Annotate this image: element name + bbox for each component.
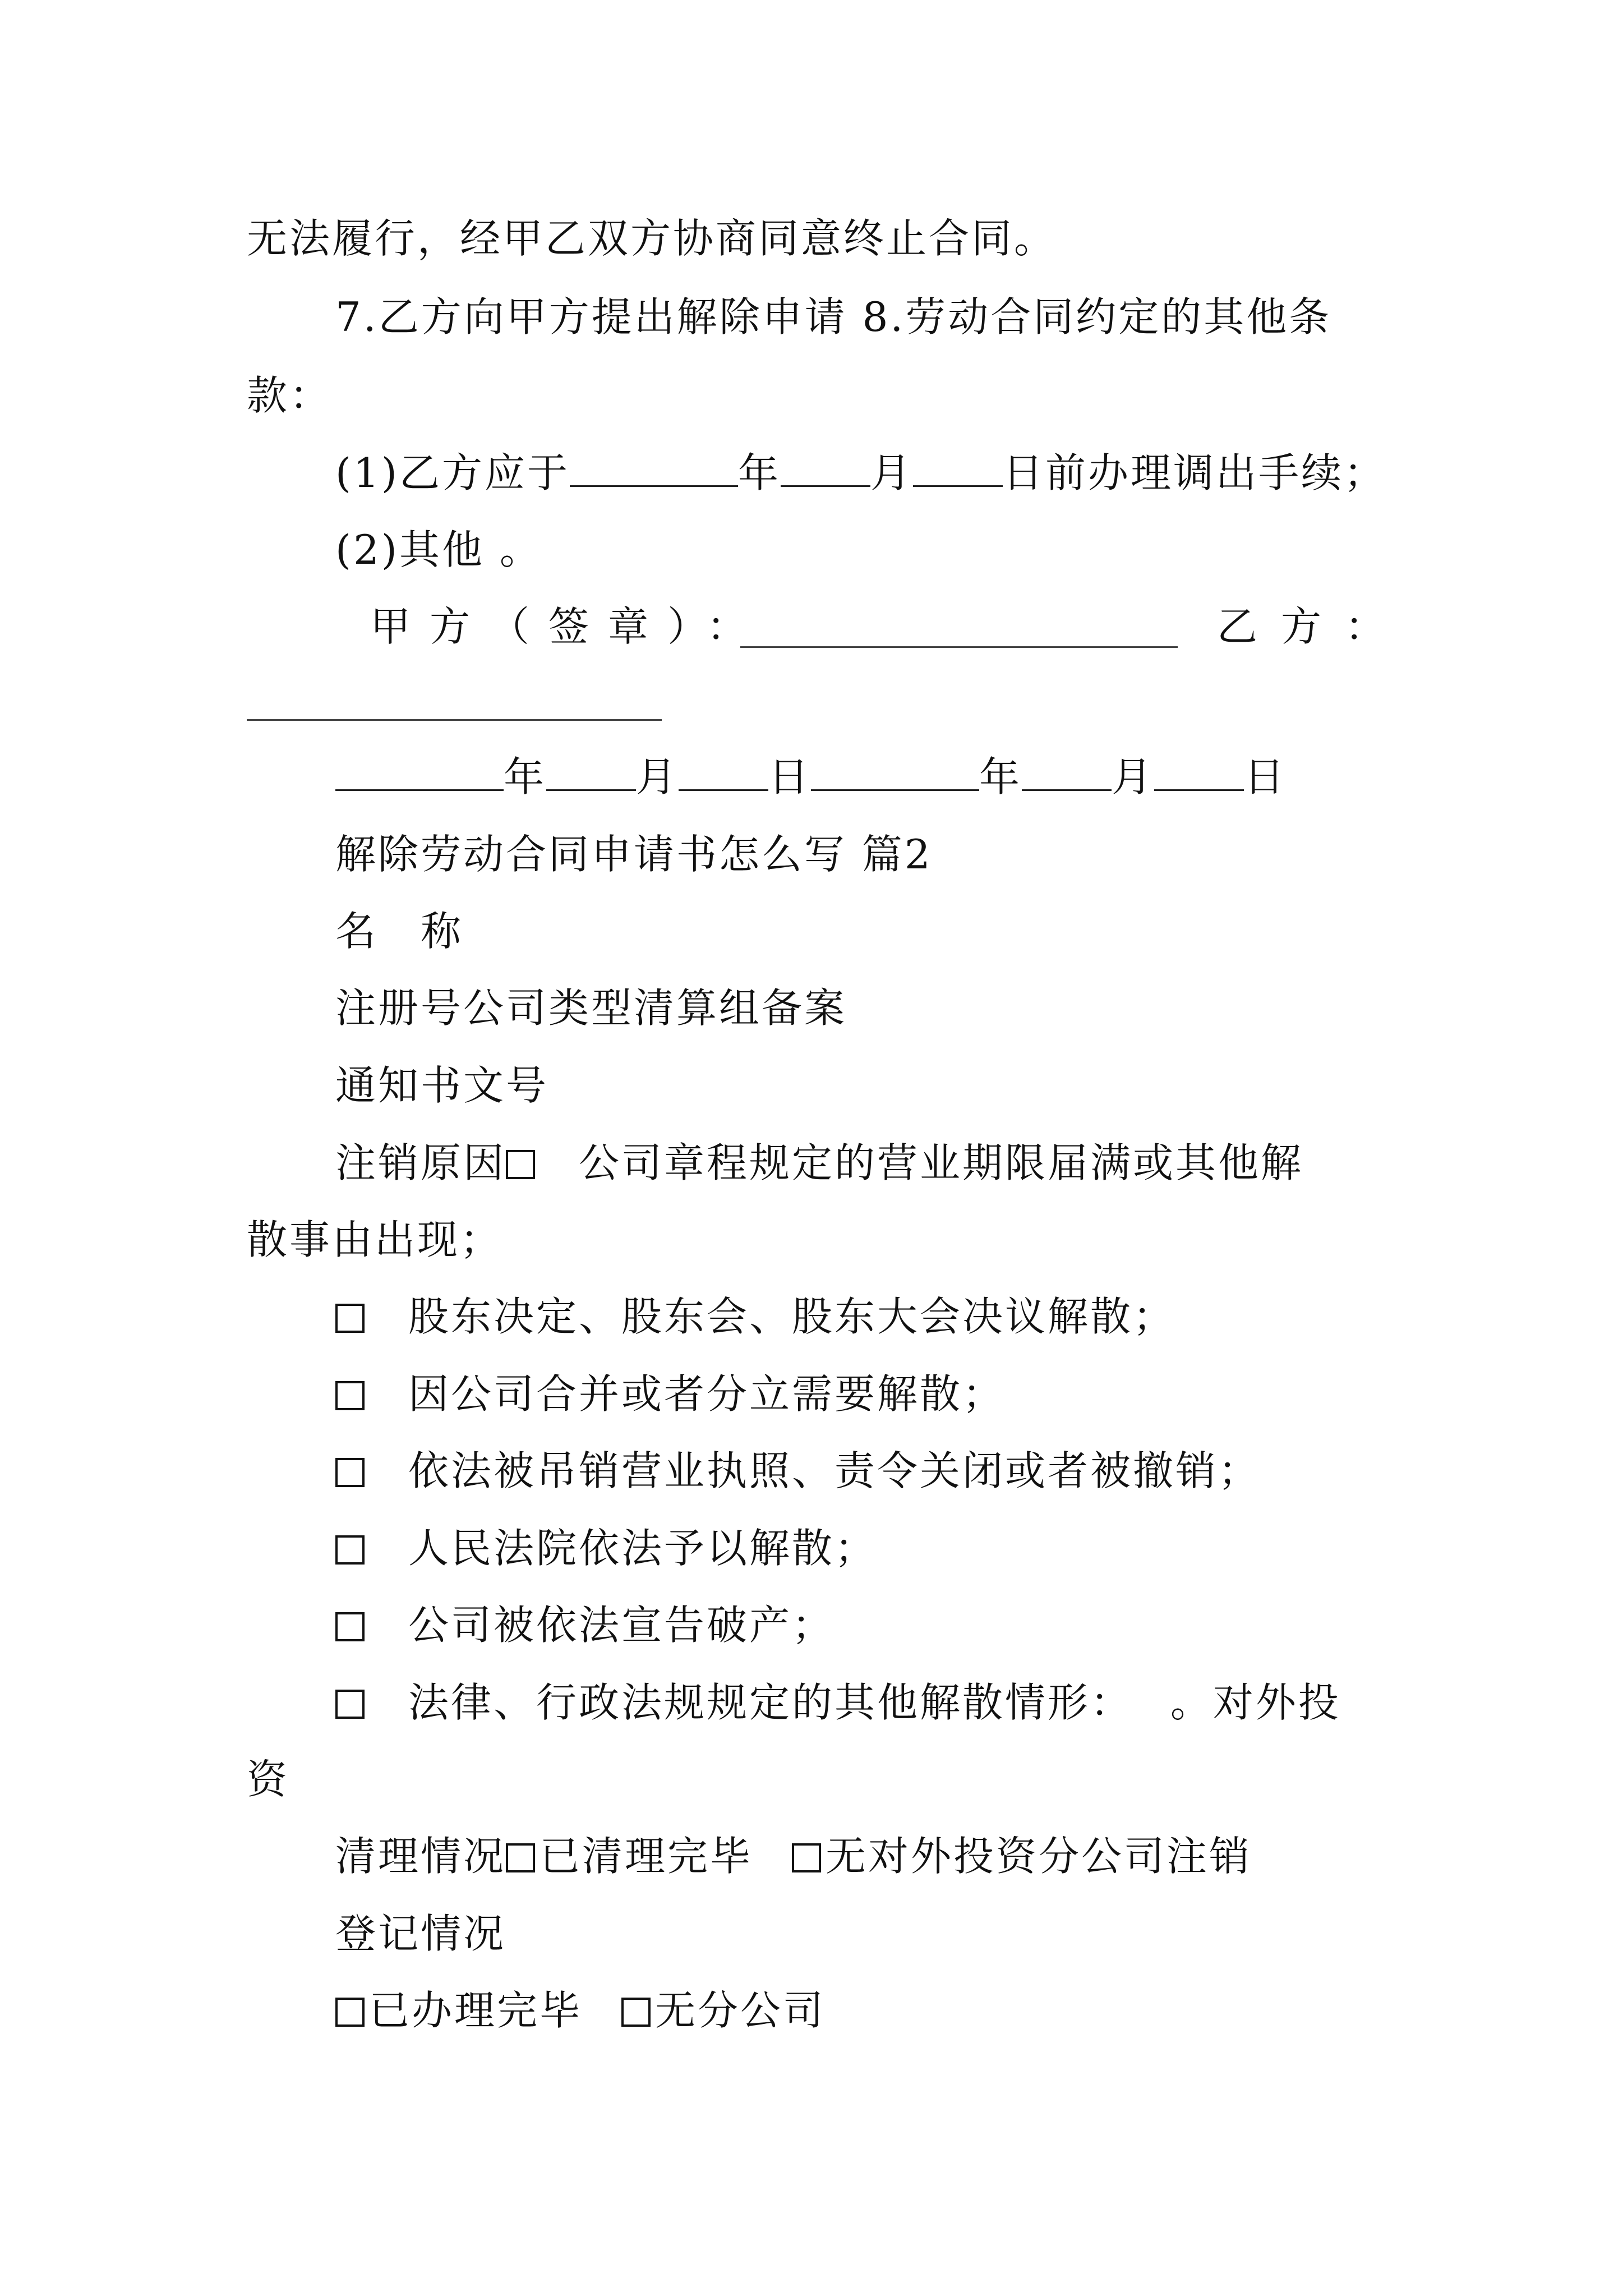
month-label-a: 月 bbox=[636, 753, 679, 800]
option-row-revoked bbox=[335, 1446, 1261, 1496]
year-blank-a bbox=[335, 754, 504, 791]
option-row-other bbox=[335, 1677, 1341, 1728]
text-line-4 bbox=[335, 448, 1386, 498]
day-blank-b bbox=[1154, 754, 1244, 791]
option-license-revoked: 依法被吊销营业执照、责令关闭或者被撤销； bbox=[408, 1447, 1261, 1494]
text-line-3: 款： bbox=[247, 372, 333, 419]
option-shareholder-resolution: 股东决定、股东会、股东大会决议解散； bbox=[408, 1293, 1176, 1340]
option-row-merger bbox=[335, 1369, 1005, 1419]
option-no-branch: 无分公司 bbox=[655, 1987, 826, 2034]
field-branch-status bbox=[335, 1985, 826, 2036]
year-blank-b bbox=[811, 754, 979, 791]
field-investment-clearance bbox=[335, 1831, 1252, 1881]
checkbox-license-revoked[interactable] bbox=[335, 1458, 365, 1487]
party-b-signature-label: 乙方： bbox=[1217, 603, 1409, 650]
text-line-14: 散事由出现； bbox=[247, 1216, 503, 1263]
checkbox-term-expired[interactable] bbox=[506, 1150, 535, 1179]
year-label: 年 bbox=[738, 449, 781, 496]
day-label-a: 日 bbox=[768, 753, 811, 800]
option-branch-completed: 已办理完毕 bbox=[369, 1987, 583, 2034]
option-bankruptcy: 公司被依法宣告破产； bbox=[408, 1602, 835, 1649]
day-label-b: 日 bbox=[1244, 753, 1287, 800]
checkbox-no-branch[interactable] bbox=[621, 1998, 651, 2027]
text-line-21: 资 bbox=[247, 1756, 290, 1803]
party-b-signature-line bbox=[247, 719, 662, 721]
checkbox-court-dissolution[interactable] bbox=[335, 1535, 365, 1565]
field-registration-status: 登记情况 bbox=[335, 1910, 506, 1957]
day-blank bbox=[913, 450, 1003, 487]
text-line-2: 7.乙方向甲方提出解除申请 8.劳动合同约定的其他条 bbox=[335, 293, 1332, 341]
cancel-reason-label: 注销原因 bbox=[335, 1139, 506, 1186]
party-a-signature-line bbox=[740, 646, 1178, 648]
clearance-label: 清理情况 bbox=[335, 1833, 506, 1880]
checkbox-merger[interactable] bbox=[335, 1381, 365, 1410]
month-label: 月 bbox=[870, 449, 914, 496]
party-a-signature-label: 甲方（签章）： bbox=[370, 603, 767, 650]
month-label-b: 月 bbox=[1112, 753, 1155, 800]
field-name: 名 称 bbox=[335, 908, 464, 955]
option-other-dissolution: 法律、行政法规规定的其他解散情形： 。对外投 bbox=[408, 1679, 1341, 1726]
checkbox-branch-completed[interactable] bbox=[335, 1998, 365, 2027]
day-blank-a bbox=[679, 754, 768, 791]
option-no-investment: 无对外投资分公司注销 bbox=[826, 1833, 1252, 1880]
month-blank-a bbox=[546, 754, 636, 791]
year-label-a: 年 bbox=[504, 753, 547, 800]
text-line-1: 无法履行，经甲乙双方协商同意终止合同。 bbox=[247, 215, 1057, 262]
checkbox-shareholder-resolution[interactable] bbox=[335, 1304, 365, 1333]
checkbox-cleared[interactable] bbox=[506, 1843, 535, 1872]
option-row-bankruptcy bbox=[335, 1600, 834, 1650]
month-blank-b bbox=[1022, 754, 1112, 791]
option-court-dissolution: 人民法院依法予以解散； bbox=[408, 1525, 878, 1572]
checkbox-other-dissolution[interactable] bbox=[335, 1690, 365, 1719]
option-row-shareholder bbox=[335, 1291, 1175, 1342]
field-notice-number: 通知书文号 bbox=[335, 1062, 549, 1109]
option-row-court bbox=[335, 1523, 877, 1573]
text-line-5: (2)其他 。 bbox=[335, 526, 542, 573]
year-blank bbox=[570, 450, 738, 487]
field-cancel-reason bbox=[335, 1138, 1303, 1188]
section-heading: 解除劳动合同申请书怎么写 篇2 bbox=[335, 831, 933, 878]
checkbox-bankruptcy[interactable] bbox=[335, 1612, 365, 1641]
field-registration: 注册号公司类型清算组备案 bbox=[335, 984, 847, 1032]
option-merger: 因公司合并或者分立需要解散； bbox=[408, 1370, 1006, 1418]
option-cleared: 已清理完毕 bbox=[540, 1833, 753, 1880]
year-label-b: 年 bbox=[979, 753, 1022, 800]
date-line bbox=[335, 752, 1287, 802]
option-term-expired: 公司章程规定的营业期限届满或其他解 bbox=[579, 1139, 1304, 1186]
clause-1-prefix: (1)乙方应于 bbox=[335, 449, 570, 496]
checkbox-no-investment[interactable] bbox=[792, 1843, 821, 1872]
month-blank bbox=[781, 450, 870, 487]
clause-1-suffix: 日前办理调出手续； bbox=[1003, 449, 1387, 496]
